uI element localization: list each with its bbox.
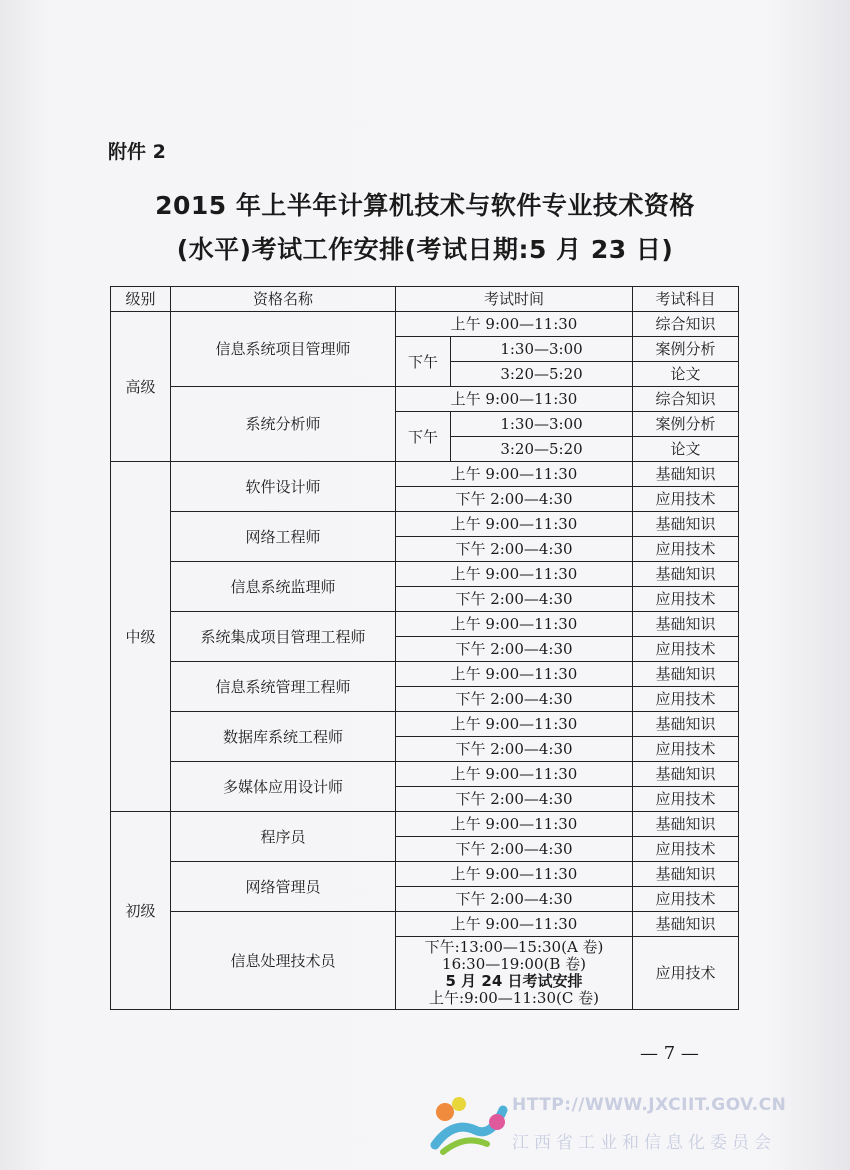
exam-subject: 基础知识 [633,712,739,737]
table-row [111,512,739,537]
qualification-name: 多媒体应用设计师 [171,762,396,812]
qualification-name: 信息系统监理师 [171,562,396,612]
exam-subject: 应用技术 [633,537,739,562]
info-schedule-line4: 上午:9:00—11:30(C 卷) [429,989,599,1007]
qualification-name: 系统分析师 [171,387,396,462]
qualification-name: 网络工程师 [171,512,396,562]
exam-time: 下午 2:00—4:30 [396,887,633,912]
table-row [111,612,739,637]
exam-subject: 应用技术 [633,887,739,912]
exam-subject: 基础知识 [633,562,739,587]
exam-time: 上午 9:00—11:30 [396,712,633,737]
table-row [111,862,739,887]
exam-subject: 基础知识 [633,912,739,937]
qualification-name: 软件设计师 [171,462,396,512]
exam-time: 下午 2:00—4:30 [396,687,633,712]
table-row [111,712,739,737]
document-title-line1: 2015 年上半年计算机技术与软件专业技术资格 [155,191,695,220]
exam-time: 下午 2:00—4:30 [396,537,633,562]
exam-subject: 案例分析 [633,412,739,437]
table-row [111,762,739,787]
table-row [111,387,739,412]
exam-time: 3:20—5:20 [451,362,633,387]
exam-time: 上午 9:00—11:30 [396,512,633,537]
document-title-line2: (水平)考试工作安排(考试日期:5 月 23 日) [176,235,674,264]
exam-time: 上午 9:00—11:30 [396,562,633,587]
header-level: 级别 [111,287,171,312]
exam-subject: 应用技术 [633,687,739,712]
attachment-label: 附件 2 [108,141,166,163]
exam-time: 上午 9:00—11:30 [396,387,633,412]
exam-subject: 综合知识 [633,387,739,412]
table-header-row [111,287,739,312]
exam-time: 上午 9:00—11:30 [396,612,633,637]
qualification-name: 信息系统项目管理师 [171,312,396,387]
afternoon-label: 下午 [396,337,451,387]
exam-subject: 应用技术 [633,737,739,762]
exam-subject: 应用技术 [633,487,739,512]
exam-subject: 基础知识 [633,512,739,537]
exam-subject: 论文 [633,362,739,387]
exam-time: 3:20—5:20 [451,437,633,462]
exam-subject: 基础知识 [633,862,739,887]
table-row [111,662,739,687]
exam-time: 下午 2:00—4:30 [396,737,633,762]
info-schedule-line1: 下午:13:00—15:30(A 卷) [424,938,604,956]
level-mid: 中级 [111,462,171,812]
exam-time: 下午 2:00—4:30 [396,487,633,512]
exam-subject: 基础知识 [633,612,739,637]
exam-subject: 应用技术 [633,587,739,612]
exam-subject: 综合知识 [633,312,739,337]
qualification-name: 信息处理技术员 [171,912,396,1010]
info-schedule-line2: 16:30—19:00(B 卷) [442,955,586,973]
qualification-name: 信息系统管理工程师 [171,662,396,712]
qualification-name: 系统集成项目管理工程师 [171,612,396,662]
header-subject: 考试科目 [633,287,739,312]
exam-time: 1:30—3:00 [451,412,633,437]
exam-schedule-table [110,286,739,1010]
qualification-name: 网络管理员 [171,862,396,912]
info-schedule-line3: 5 月 24 日考试安排 [445,972,583,990]
exam-subject: 应用技术 [633,787,739,812]
table-row [111,812,739,837]
exam-subject: 应用技术 [633,637,739,662]
exam-subject: 基础知识 [633,762,739,787]
exam-time: 下午 2:00—4:30 [396,837,633,862]
exam-time: 上午 9:00—11:30 [396,312,633,337]
qualification-name: 程序员 [171,812,396,862]
exam-subject: 应用技术 [633,937,739,1010]
watermark-url: HTTP://WWW.JXCIIT.GOV.CN [512,1095,787,1115]
exam-subject: 基础知识 [633,812,739,837]
exam-time: 下午 2:00—4:30 [396,787,633,812]
exam-subject: 基础知识 [633,462,739,487]
watermark-org: 江西省工业和信息化委员会 [512,1133,776,1153]
exam-subject: 基础知识 [633,662,739,687]
exam-subject: 案例分析 [633,337,739,362]
logo-icon [425,1090,515,1160]
exam-subject: 应用技术 [633,837,739,862]
exam-time: 下午 2:00—4:30 [396,637,633,662]
table-row [111,462,739,487]
table-row [111,312,739,337]
header-time: 考试时间 [396,287,633,312]
exam-time: 上午 9:00—11:30 [396,762,633,787]
exam-time: 上午 9:00—11:30 [396,462,633,487]
info-processing-schedule [396,937,633,1010]
qualification-name: 数据库系统工程师 [171,712,396,762]
afternoon-label: 下午 [396,412,451,462]
header-name: 资格名称 [171,287,396,312]
level-junior: 初级 [111,812,171,1010]
exam-time: 上午 9:00—11:30 [396,662,633,687]
table-row [111,562,739,587]
exam-time: 上午 9:00—11:30 [396,812,633,837]
exam-time: 下午 2:00—4:30 [396,587,633,612]
exam-time: 上午 9:00—11:30 [396,912,633,937]
exam-time: 上午 9:00—11:30 [396,862,633,887]
exam-subject: 论文 [633,437,739,462]
level-senior: 高级 [111,312,171,462]
exam-time: 1:30—3:00 [451,337,633,362]
table-row [111,912,739,937]
page-number: — 7 — [640,1043,699,1064]
